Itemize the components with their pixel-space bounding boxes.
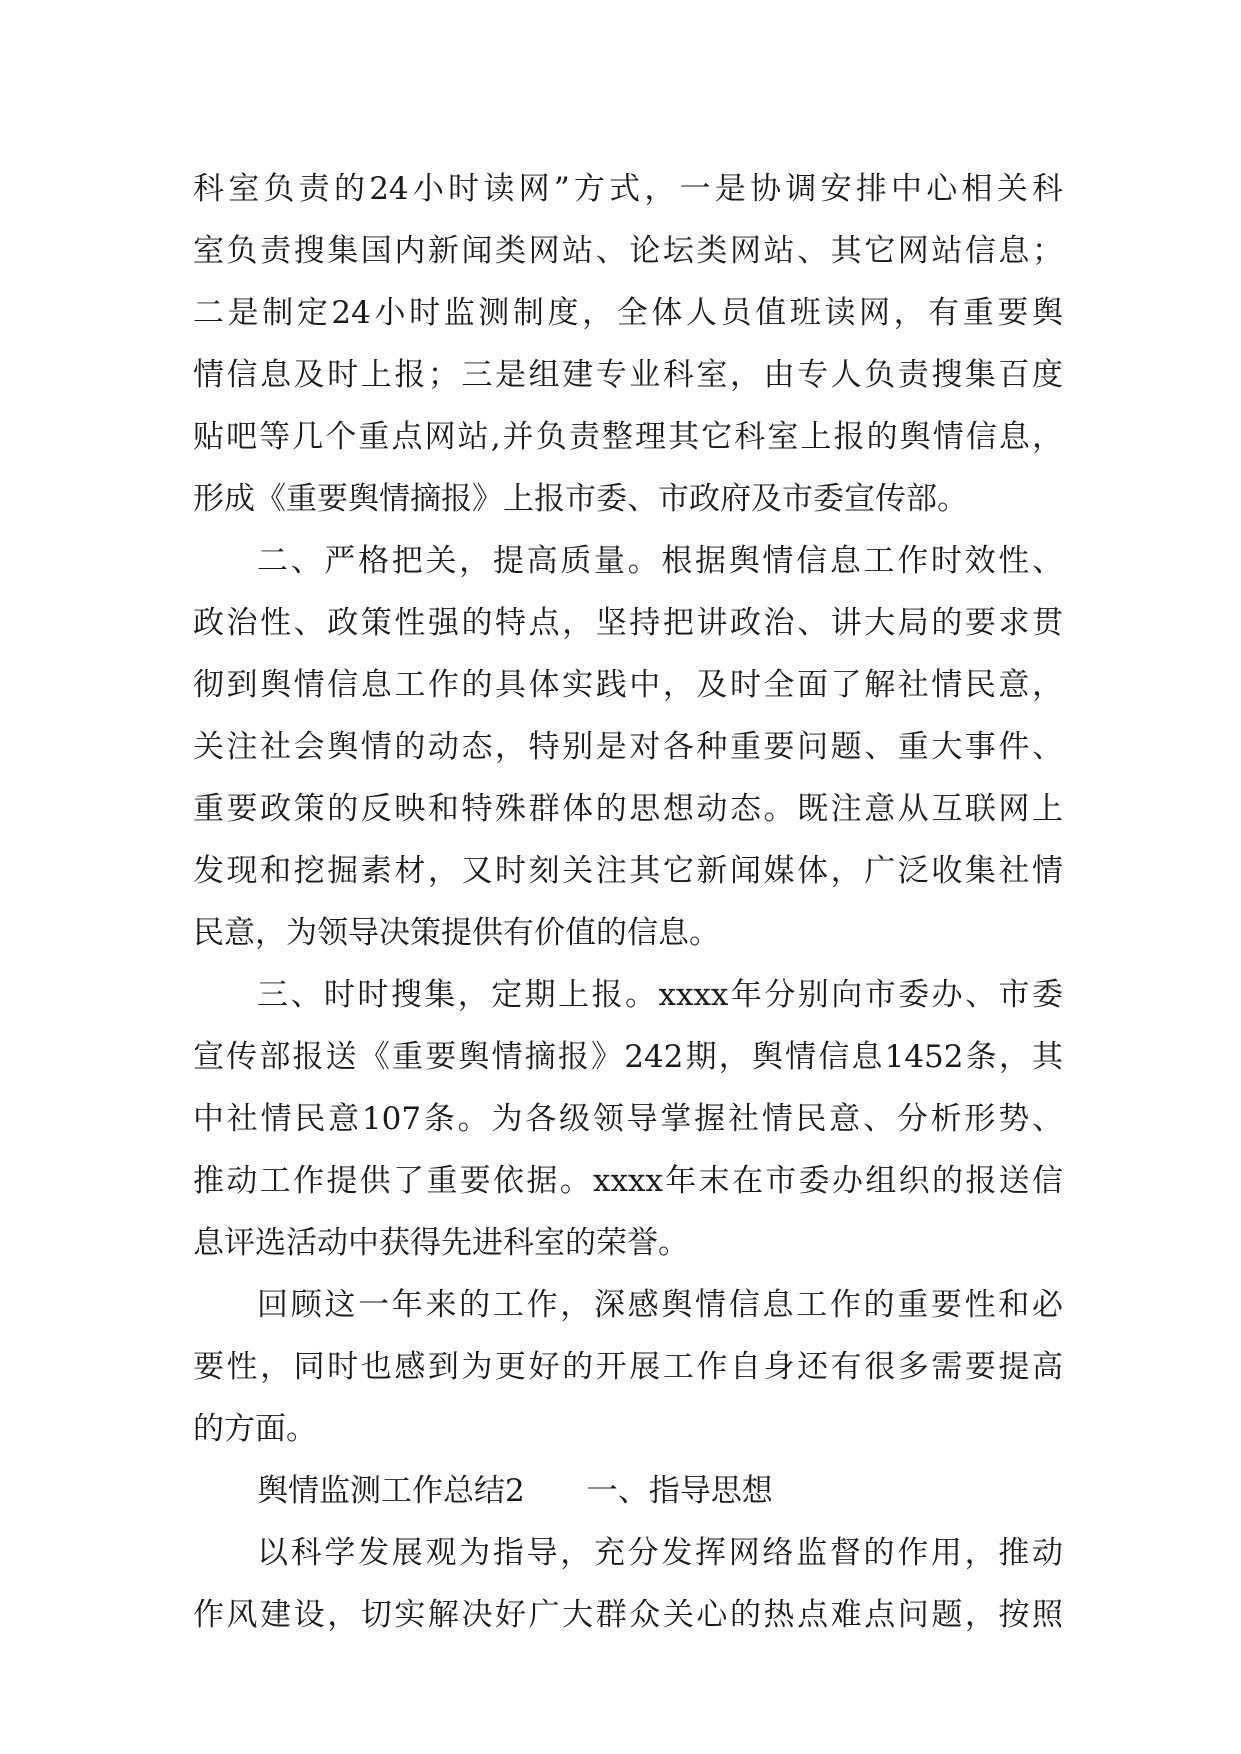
text-line: 的方面。: [193, 1411, 317, 1447]
text-line: 三、时时搜集，定期上报。xxxx年分别向市委办、市委: [257, 977, 1063, 1013]
text-line: 政治性、政策性强的特点，坚持把讲政治、讲大局的要求贯: [193, 605, 1063, 641]
text-line: 中社情民意107条。为各级领导掌握社情民意、分析形势、: [193, 1101, 1063, 1137]
text-line: 科室负责的24小时读网”方式，一是协调安排中心相关科: [193, 171, 1063, 207]
text-line: 宣传部报送《重要舆情摘报》242期，舆情信息1452条，其: [193, 1039, 1063, 1075]
document-body: [193, 158, 1063, 1646]
text-line: 彻到舆情信息工作的具体实践中，及时全面了解社情民意，: [193, 667, 1063, 703]
paragraph-4: [193, 1274, 1063, 1460]
paragraph-5: [193, 1522, 1063, 1646]
text-line: 贴吧等几个重点网站,并负责整理其它科室上报的舆情信息，: [193, 419, 1063, 455]
text-line: 关注社会舆情的动态，特别是对各种重要问题、重大事件、: [193, 729, 1063, 765]
text-line: 重要政策的反映和特殊群体的思想动态。既注意从互联网上: [193, 791, 1063, 827]
text-line: 二、严格把关，提高质量。根据舆情信息工作时效性、: [257, 543, 1063, 579]
text-line: 作风建设，切实解决好广大群众关心的热点难点问题，按照: [193, 1597, 1063, 1633]
text-line: 民意，为领导决策提供有价值的信息。: [193, 915, 720, 951]
paragraph-3: [193, 964, 1063, 1274]
text-line: 二是制定24小时监测制度，全体人员值班读网，有重要舆: [193, 295, 1063, 331]
heading-section: 一、指导思想: [586, 1473, 773, 1509]
paragraph-1: [193, 158, 1063, 530]
text-line: 以科学发展观为指导，充分发挥网络监督的作用，推动: [257, 1535, 1063, 1571]
text-line: 情信息及时上报；三是组建专业科室，由专人负责搜集百度: [193, 357, 1063, 393]
paragraph-2: [193, 530, 1063, 964]
text-line: 息评选活动中获得先进科室的荣誉。: [193, 1225, 689, 1261]
heading-line: [193, 1460, 1063, 1522]
text-line: 形成《重要舆情摘报》上报市委、市政府及市委宣传部。: [193, 481, 968, 517]
heading-title: 舆情监测工作总结2: [257, 1473, 525, 1509]
text-line: 发现和挖掘素材，又时刻关注其它新闻媒体，广泛收集社情: [193, 853, 1063, 889]
text-line: 要性，同时也感到为更好的开展工作自身还有很多需要提高: [193, 1349, 1063, 1385]
text-line: 推动工作提供了重要依据。xxxx年末在市委办组织的报送信: [193, 1163, 1063, 1199]
text-line: 室负责搜集国内新闻类网站、论坛类网站、其它网站信息；: [193, 233, 1063, 269]
section-heading: [193, 1460, 1063, 1522]
text-line: 回顾这一年来的工作，深感舆情信息工作的重要性和必: [257, 1287, 1063, 1323]
